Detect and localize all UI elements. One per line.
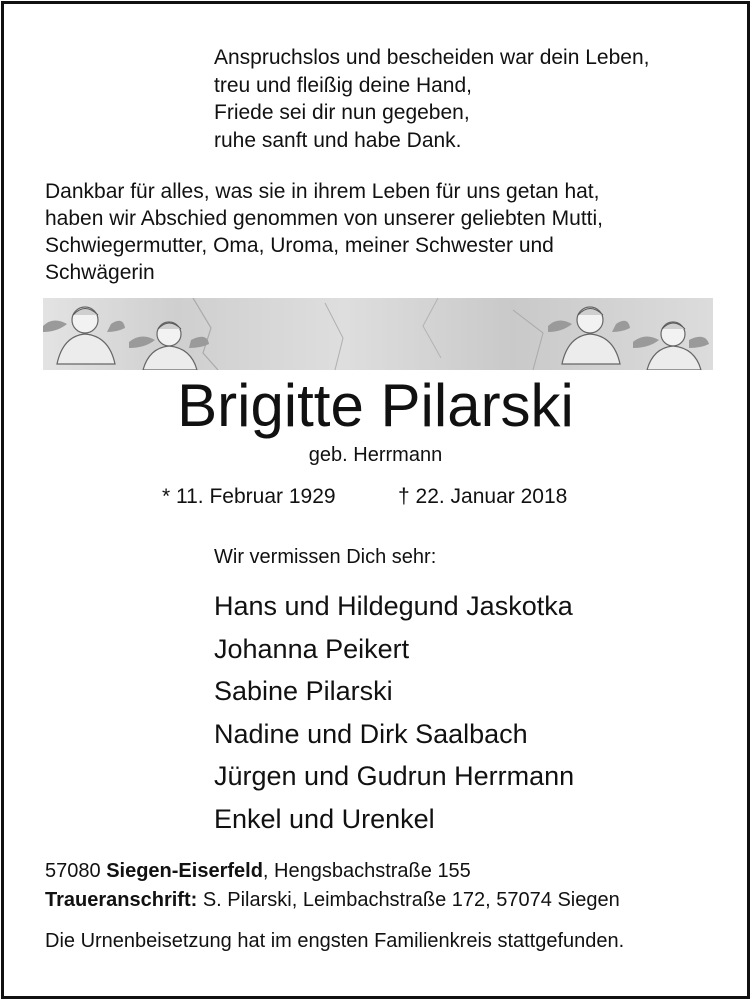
cherub-icon	[43, 307, 125, 364]
mourning-address	[45, 889, 620, 912]
mourner-name: Johanna Peikert	[214, 633, 410, 664]
intro-line: haben wir Abschied genommen von unserer geliebten Mutti,	[45, 207, 603, 230]
mourner-name: Hans und Hildegund Jaskotka	[214, 591, 573, 621]
cherub-icon	[633, 322, 709, 370]
poem-line: Friede sei dir nun gegeben,	[214, 101, 470, 124]
intro-line: Schwägerin	[45, 261, 155, 284]
banner-graphic	[43, 298, 713, 370]
death-date: † 22. Januar 2018	[398, 485, 568, 508]
cherub-icon	[129, 322, 209, 370]
poem-line: Anspruchslos und bescheiden war dein Leben,	[214, 46, 650, 69]
intro-line: Schwiegermutter, Oma, Uroma, meiner Schwester und	[45, 234, 554, 257]
street: , Hengsbachstraße 155	[262, 860, 471, 882]
residence-address	[45, 860, 471, 883]
intro-line: Dankbar für alles, was sie in ihrem Leben für uns getan hat,	[45, 180, 600, 203]
poem-line: treu und fleißig deine Hand,	[214, 73, 472, 97]
intro-text	[45, 178, 603, 286]
mourner-name: Sabine Pilarski	[214, 676, 393, 706]
mourners-heading: Wir vermissen Dich sehr:	[214, 546, 437, 568]
mourner-name: Jürgen und Gudrun Herrmann	[214, 761, 575, 791]
cherub-icon	[548, 307, 630, 364]
mourner-name: Nadine und Dirk Saalbach	[214, 718, 528, 749]
mourners-list	[214, 585, 574, 840]
birth-name: geb. Herrmann	[308, 444, 443, 466]
poem-line: ruhe sanft und habe Dank.	[214, 128, 462, 152]
mourning-address-label: Traueranschrift:	[45, 889, 198, 911]
mourning-address-value: S. Pilarski, Leimbachstraße 172, 57074 Siegen	[197, 889, 620, 911]
burial-note: Die Urnenbeisetzung hat im engsten Familienkreis stattgefunden.	[45, 930, 625, 952]
deceased-name: Brigitte Pilarski	[177, 372, 574, 439]
mourner-name: Enkel und Urenkel	[214, 803, 435, 834]
poem	[214, 44, 649, 154]
postcode: 57080	[45, 860, 101, 882]
birth-date: * 11. Februar 1929	[162, 485, 336, 508]
town: Siegen-Eiserfeld	[106, 860, 263, 882]
cherub-banner	[43, 298, 713, 370]
